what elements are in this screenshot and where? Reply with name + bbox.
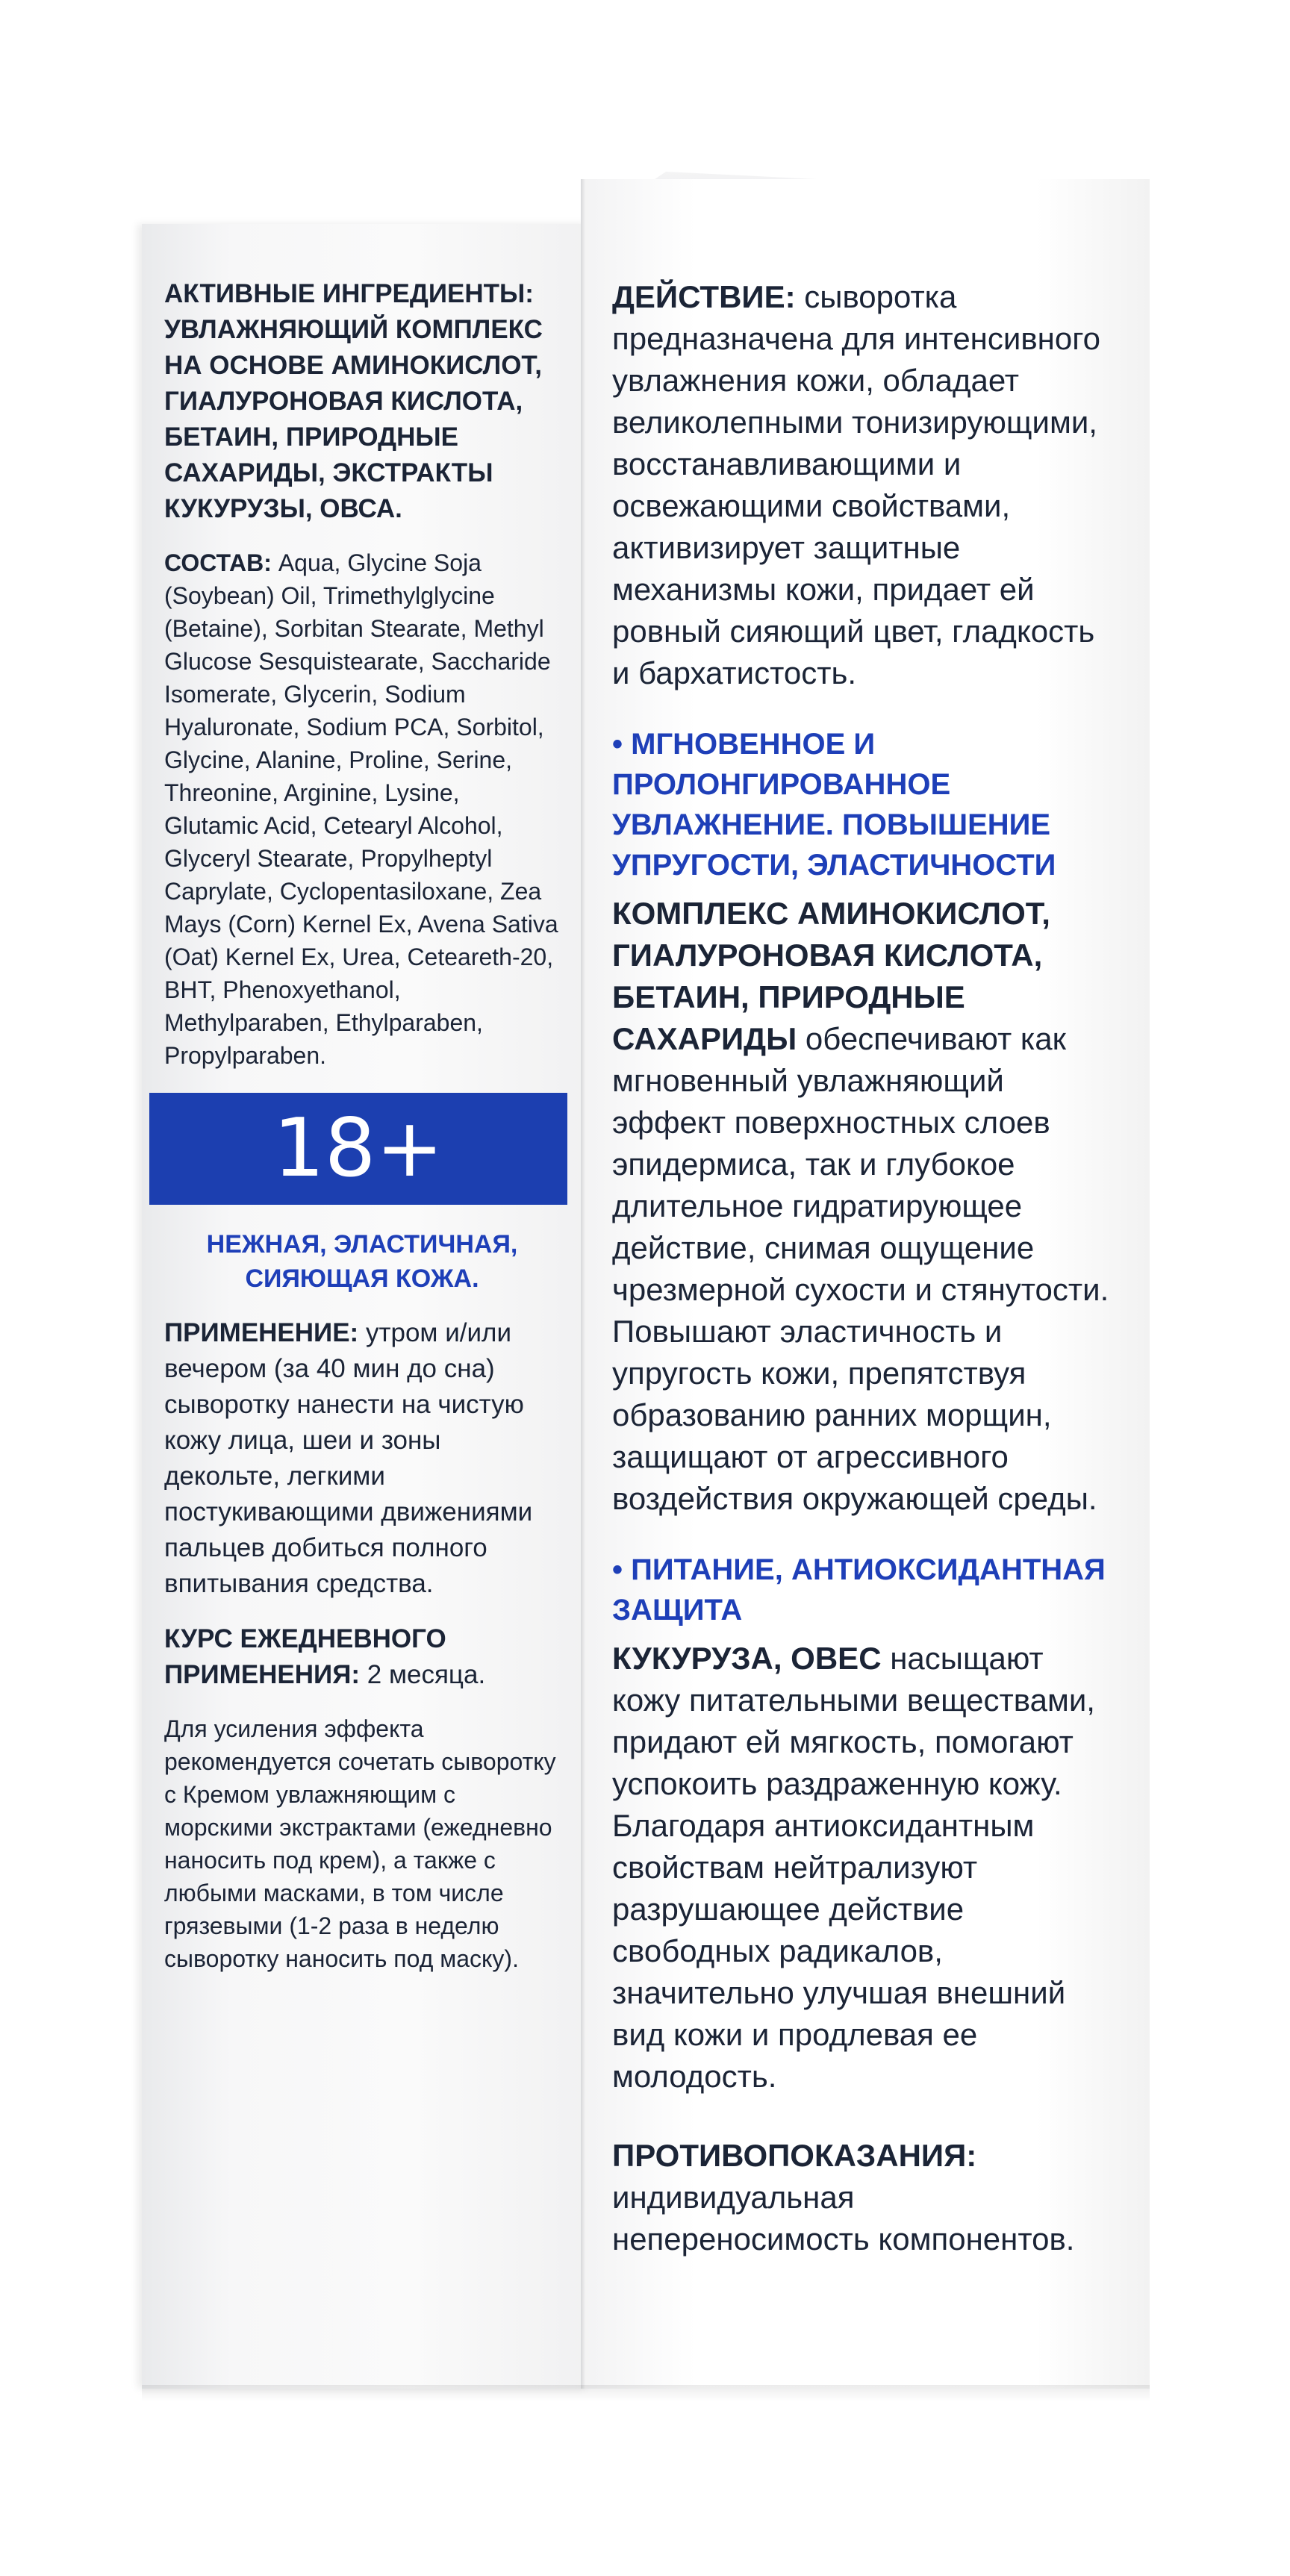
recommendation: Для усиления эффекта рекомендуется сочетать сыворотку с Кремом увлажняющим с морскими экстрактами (ежедневно наносить под крем), а также с любыми масками, в том числе грязевыми (1-2 раза в неделю сыворотку наносить под маску). — [164, 1715, 556, 1972]
box-bottom-shadow — [142, 2385, 1150, 2401]
tagline: НЕЖНАЯ, ЭЛАСТИЧНАЯ, СИЯЮЩАЯ КОЖА. — [206, 1230, 518, 1293]
box-edge — [581, 179, 585, 2389]
action-text: сыворотка предназначена для интенсивного увлажнения кожи, обладает великолепными тонизирующими, восстанавливающими и освежающими свойствами, активизирует защитные механизмы кожи, придает ей ровный сияющий цвет, гладкость и бархатистость. — [612, 279, 1100, 690]
section1-body — [612, 893, 1120, 1520]
contra-heading: ПРОТИВОПОКАЗАНИЯ: — [612, 2138, 977, 2173]
composition-text: Aqua, Glycine Soja (Soybean) Oil, Trimethylglycine (Betaine), Sorbitan Stearate, Methyl Glucose Sesquistearate, Saccharide Isomerate, Glycerin, Sodium Hyaluronate, Sodium PCA, Sorbitol, Glycine, Alanine, Proline, Serine, Threonine, Arginine, Lysine, Glutamic Acid, Cetearyl Alcohol, Glyceryl Stearate, Propylheptyl Caprylate, Cyclopentasiloxane, Zea Mays (Corn) Kernel Ex, Avena Sativa (Oat) Kernel Ex, Urea, Ceteareth-20, BHT, Phenoxyethanol, Methylparaben, Ethylparaben, Propylparaben. — [164, 549, 558, 1069]
usage-heading: ПРИМЕНЕНИЕ: — [164, 1318, 359, 1347]
right-column-text — [612, 276, 1120, 2275]
contra-text: индивидуальная непереносимость компонентов. — [612, 2180, 1075, 2257]
section2-text: насыщают кожу питательными веществами, придают ей мягкость, помогают успокоить раздраженную кожу. Благодаря антиоксидантным свойствам нейтрализуют разрушающее действие свободных радикалов, значительно улучшая внешний вид кожи и продлевая ее молодость. — [612, 1641, 1095, 2094]
usage — [164, 1315, 560, 1602]
course-text: 2 месяца. — [367, 1660, 486, 1689]
usage-text: утром и/или вечером (за 40 мин до сна) сыворотку нанести на чистую кожу лица, шеи и зоны декольте, легкими постукивающими движениями пальцев добиться полного впитывания средства. — [164, 1318, 533, 1598]
action-heading: ДЕЙСТВИЕ: — [612, 279, 796, 314]
course — [164, 1621, 560, 1693]
section2-title: • ПИТАНИЕ, АНТИОКСИДАНТНАЯ ЗАЩИТА — [612, 1553, 1106, 1627]
composition-heading: СОСТАВ: — [164, 549, 272, 576]
section1-text: обеспечивают как мгновенный увлажняющий эффект поверхностных слоев эпидермиса, так и глубокое длительное гидратирующее действие, снимая ощущение чрезмерной сухости и стянутости. Повышают эластичность и упругость кожи, препятствуя образованию ранних морщин, защищают от агрессивного воздействия окружающей среды. — [612, 1021, 1109, 1516]
left-column-text — [164, 276, 560, 1995]
course-heading: КУРС ЕЖЕДНЕВНОГО ПРИМЕНЕНИЯ: — [164, 1624, 446, 1689]
contraindications — [612, 2135, 1120, 2260]
active-ingredients — [164, 276, 560, 527]
section2-bold: КУКУРУЗА, ОВЕС — [612, 1641, 882, 1676]
section1-bold: КОМПЛЕКС АМИНОКИСЛОТ, ГИАЛУРОНОВАЯ КИСЛОТА, БЕТАИН, ПРИРОДНЫЕ САХАРИДЫ — [612, 896, 1050, 1056]
action — [612, 276, 1120, 694]
age-badge: 18+ — [149, 1093, 567, 1205]
composition — [164, 546, 560, 1072]
section1-title: • МГНОВЕННОЕ И ПРОЛОНГИРОВАННОЕ УВЛАЖНЕНИЕ. ПОВЫШЕНИЕ УПРУГОСТИ, ЭЛАСТИЧНОСТИ — [612, 728, 1056, 882]
active-heading: АКТИВНЫЕ ИНГРЕДИЕНТЫ: — [164, 279, 534, 308]
active-text: УВЛАЖНЯЮЩИЙ КОМПЛЕКС НА ОСНОВЕ АМИНОКИСЛОТ, ГИАЛУРОНОВАЯ КИСЛОТА, БЕТАИН, ПРИРОДНЫЕ САХАРИДЫ, ЭКСТРАКТЫ КУКУРУЗЫ, ОВСА. — [164, 315, 543, 523]
section2-body — [612, 1638, 1120, 2098]
